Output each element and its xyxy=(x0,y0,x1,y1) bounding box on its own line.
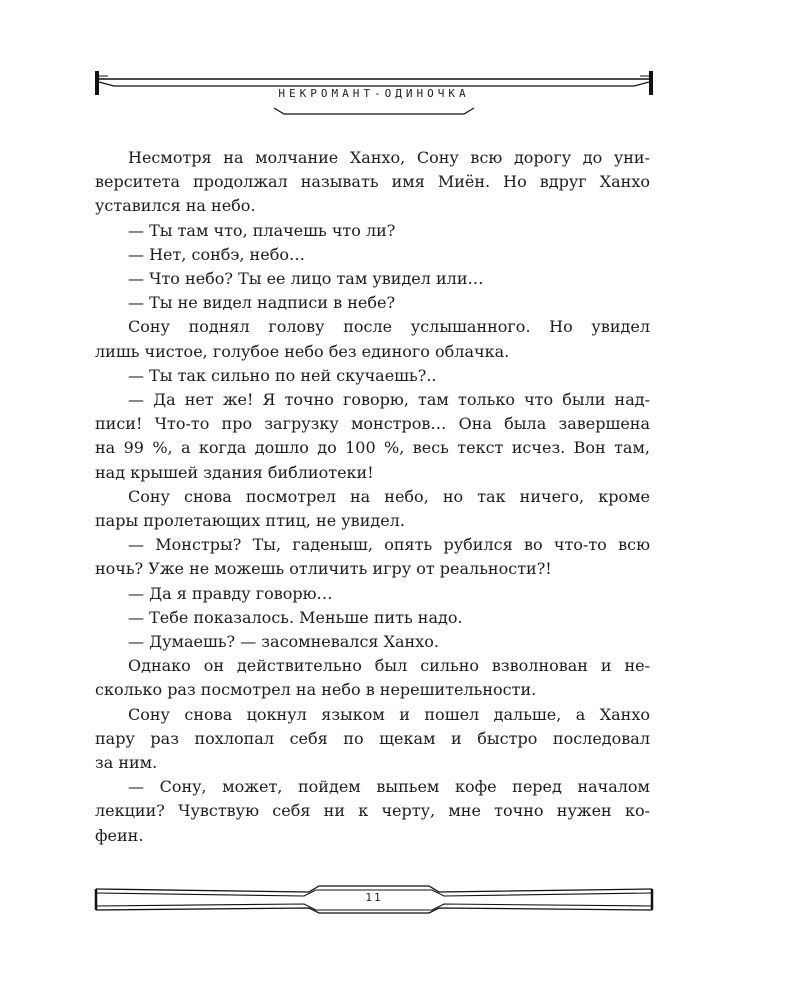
page-number: 11 xyxy=(365,891,383,904)
text-line: — Монстры? Ты, гаденыш, опять рубился во что-то всю xyxy=(128,535,650,555)
text-line: над крышей здания библиотеки! xyxy=(95,462,374,482)
text-line: — Думаешь? — засомневался Ханхо. xyxy=(128,632,439,652)
text-line: Однако он действительно был сильно взволнован и не- xyxy=(128,656,650,676)
text-line: писи! Что-то про загрузку монстров… Она была завершена xyxy=(95,414,650,434)
text-line: — Ты там что, плачешь что ли? xyxy=(128,220,396,240)
text-line: пару раз похлопал себя по щекам и быстро последовал xyxy=(95,728,650,748)
text-line: — Сону, может, пойдем выпьем кофе перед началом xyxy=(128,777,650,797)
text-line: лишь чистое, голубое небо без единого облачка. xyxy=(95,341,510,361)
text-line: сколько раз посмотрел на небо в нерешительности. xyxy=(95,680,537,700)
text-line: за ним. xyxy=(95,753,158,773)
text-line: — Да я правду говорю… xyxy=(128,583,333,603)
text-line: Сону поднял голову после услышанного. Но увидел xyxy=(128,317,650,337)
text-line: — Что небо? Ты ее лицо там увидел или… xyxy=(128,269,484,289)
text-line: Сону снова посмотрел на небо, но так ничего, кроме xyxy=(128,486,650,506)
text-line: верситета продолжал называть имя Миён. Но вдруг Ханхо xyxy=(95,172,650,192)
running-title: НЕКРОМАНТ-ОДИНОЧКА xyxy=(278,87,470,100)
text-line: — Ты так сильно по ней скучаешь?.. xyxy=(128,365,437,385)
text-line: — Да нет же! Я точно говорю, там только что были над- xyxy=(128,390,650,410)
text-line: — Ты не видел надписи в небе? xyxy=(128,293,396,313)
text-line: Сону снова цокнул языком и пошел дальше, а Ханхо xyxy=(128,704,650,724)
text-line: ночь? Уже не можешь отличить игру от реальности?! xyxy=(95,559,552,579)
text-line: лекции? Чувствую себя ни к черту, мне точно нужен ко- xyxy=(95,801,650,821)
text-line: Несмотря на молчание Ханхо, Сону всю дорогу до уни- xyxy=(128,148,650,167)
text-line: уставился на небо. xyxy=(95,196,256,216)
text-line: на 99 %, а когда дошло до 100 %, весь текст исчез. Вон там, xyxy=(95,438,650,458)
text-line: — Нет, сонбэ, небо… xyxy=(128,244,305,264)
text-line: феин. xyxy=(95,825,144,845)
text-line: пары пролетающих птиц, не увидел. xyxy=(95,511,405,531)
body-text xyxy=(95,146,650,848)
text-line: — Тебе показалось. Меньше пить надо. xyxy=(128,607,463,627)
